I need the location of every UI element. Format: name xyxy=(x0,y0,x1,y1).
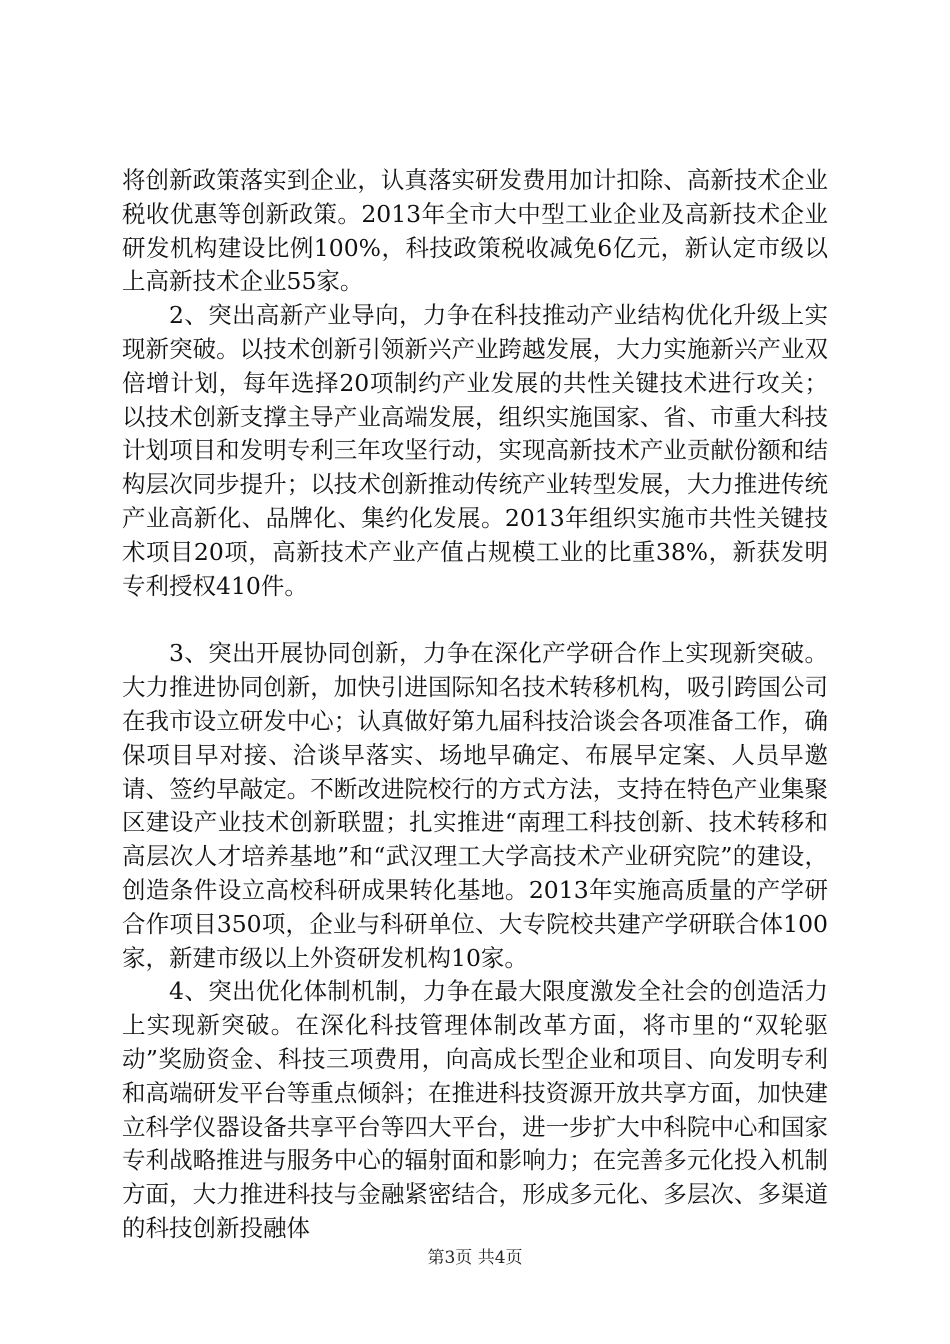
paragraph-continuation: 将创新政策落实到企业，认真落实研发费用加计扣除、高新技术企业税收优惠等创新政策。2013年全市大中型工业企业及高新技术企业研发机构建设比例100%，科技政策税收减免6亿元，新认定市级以上高新技术企业55家。 xyxy=(122,166,828,296)
paragraph-3: 3、突出开展协同创新，力争在深化产学研合作上实现新突破。大力推进协同创新，加快引进国际知名技术转移机构，吸引跨国公司在我市设立研发中心；认真做好第九届科技洽谈会各项准备工作，确保项目早对接、洽谈早落实、场地早确定、布展早定案、人员早邀请、签约早敲定。不断改进院校行的方式方法，支持在特色产业集聚区建设产业技术创新联盟；扎实推进“南理工科技创新、技术转移和高层次人才培养基地”和“武汉理工大学高技术产业研究院”的建设，创造条件设立高校科研成果转化基地。2013年实施高质量的产学研合作项目350项，企业与科研单位、大专院校共建产学研联合体100家，新建市级以上外资研发机构10家。 xyxy=(122,639,828,972)
page-footer: 第3页 共4页 xyxy=(427,1248,523,1268)
paragraph-2: 2、突出高新产业导向，力争在科技推动产业结构优化升级上实现新突破。以技术创新引领新兴产业跨越发展，大力实施新兴产业双倍增计划，每年选择20项制约产业发展的共性关键技术进行攻关；以技术创新支撑主导产业高端发展，组织实施国家、省、市重大科技计划项目和发明专利三年攻坚行动，实现高新技术产业贡献份额和结构层次同步提升；以技术创新推动传统产业转型发展，大力推进传统产业高新化、品牌化、集约化发展。2013年组织实施市共性关键技术项目20项，高新技术产业产值占规模工业的比重38%，新获发明专利授权410件。 xyxy=(122,301,828,600)
paragraph-4: 4、突出优化体制机制，力争在最大限度激发全社会的创造活力上实现新突破。在深化科技管理体制改革方面，将市里的“双轮驱动”奖励资金、科技三项费用，向高成长型企业和项目、向发明专利和高端研发平台等重点倾斜；在推进科技资源开放共享方面，加快建立科学仪器设备共享平台等四大平台，进一步扩大中科院中心和国家专利战略推进与服务中心的辐射面和影响力；在完善多元化投入机制方面，大力推进科技与金融紧密结合，形成多元化、多层次、多渠道的科技创新投融体 xyxy=(122,977,828,1242)
paragraph-gap xyxy=(122,603,828,637)
document-body xyxy=(122,164,828,1246)
